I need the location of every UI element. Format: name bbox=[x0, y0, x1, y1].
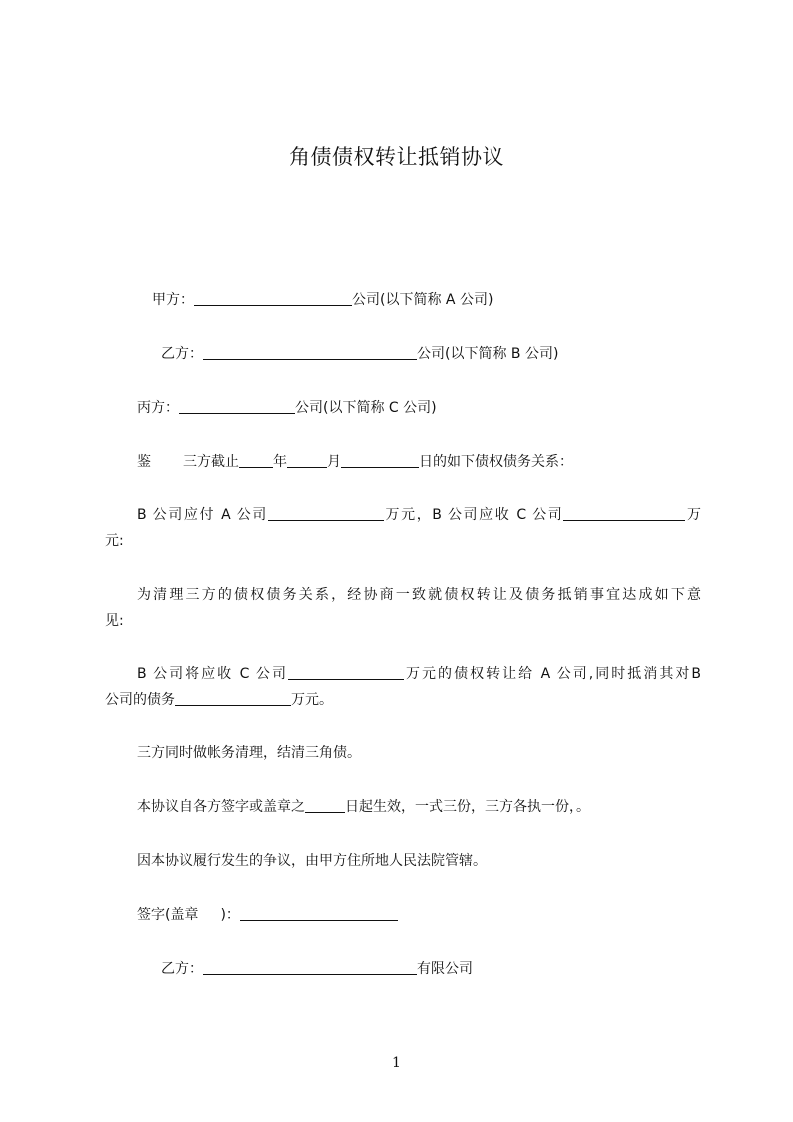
clause1-continuation: 元: bbox=[105, 533, 124, 549]
recital-line bbox=[137, 452, 573, 472]
clause3-text-3: B bbox=[691, 666, 701, 682]
clause5-text-1: 本协议自各方签字或盖章之 bbox=[137, 799, 305, 815]
debt-amount-blank[interactable] bbox=[175, 691, 291, 706]
clause1-text-1: B 公司应付 A 公司 bbox=[137, 507, 268, 523]
year-blank[interactable] bbox=[239, 453, 273, 468]
party-b-sign-suffix: 有限公司 bbox=[417, 961, 473, 977]
clause3-continuation bbox=[105, 690, 333, 710]
party-c-line bbox=[137, 398, 437, 418]
clause3-cont-2: 万元。 bbox=[291, 692, 333, 708]
clause2-line: 为清理三方的债权债务关系，经协商一致就债权转让及债务抵销事宜达成如下意 bbox=[137, 587, 701, 603]
recital-month: 月 bbox=[327, 454, 341, 470]
recital-tail: 日的如下债权债务关系： bbox=[419, 454, 573, 470]
party-a-label: 甲方： bbox=[152, 292, 194, 308]
party-c-suffix: 公司(以下简称 C 公司) bbox=[295, 400, 437, 416]
signature-close: )： bbox=[220, 907, 240, 923]
recital-intro: 三方截止 bbox=[183, 454, 239, 470]
clause5-line bbox=[137, 797, 590, 817]
party-b-line bbox=[161, 344, 558, 364]
party-b-label: 乙方： bbox=[161, 346, 203, 362]
party-b-sign-label: 乙方： bbox=[161, 961, 203, 977]
document-title: 角债债权转让抵销协议 bbox=[289, 145, 504, 169]
clause3-text-1: B 公司将应收 C 公司 bbox=[137, 666, 288, 682]
page-number: 1 bbox=[392, 1055, 401, 1071]
recital-word: 鉴 bbox=[137, 454, 151, 470]
party-c-label: 丙方： bbox=[137, 400, 179, 416]
clause3-text-2: 万元的债权转让给 A 公司,同时抵消其对 bbox=[403, 666, 692, 682]
clause4-line: 三方同时做帐务清理，结清三角债。 bbox=[137, 745, 361, 761]
clause6-line: 因本协议履行发生的争议，由甲方住所地人民法院管辖。 bbox=[137, 853, 487, 869]
month-blank[interactable] bbox=[287, 453, 327, 468]
clause2-continuation: 见: bbox=[105, 613, 124, 629]
transfer-amount-blank[interactable] bbox=[288, 665, 404, 680]
amount-c-to-b-blank[interactable] bbox=[563, 506, 685, 521]
clause5-text-2: 日起生效，一式三份，三方各执一份，。 bbox=[345, 799, 590, 815]
clause3-cont-1: 公司的债务 bbox=[105, 692, 175, 708]
signature-line bbox=[137, 905, 398, 925]
amount-b-to-a-blank[interactable] bbox=[268, 506, 384, 521]
party-b-sign-line bbox=[161, 959, 473, 979]
clause3-line bbox=[137, 664, 701, 684]
party-a-name-blank[interactable] bbox=[194, 291, 352, 306]
party-b-name-blank[interactable] bbox=[203, 345, 417, 360]
party-b-company-blank[interactable] bbox=[203, 960, 417, 975]
signature-label: 签字(盖章 bbox=[137, 907, 199, 923]
party-b-suffix: 公司(以下简称 B 公司) bbox=[417, 346, 559, 362]
effective-date-blank[interactable] bbox=[305, 798, 345, 813]
recital-year: 年 bbox=[273, 454, 287, 470]
signature-blank[interactable] bbox=[240, 906, 398, 921]
clause1-line bbox=[137, 505, 701, 525]
clause1-text-2: 万元，B 公司应收 C 公司 bbox=[383, 507, 564, 523]
party-c-name-blank[interactable] bbox=[179, 399, 295, 414]
party-a-line bbox=[152, 290, 493, 310]
clause1-text-3: 万 bbox=[685, 507, 701, 523]
day-blank[interactable] bbox=[341, 453, 419, 468]
party-a-suffix: 公司(以下简称 A 公司) bbox=[352, 292, 494, 308]
